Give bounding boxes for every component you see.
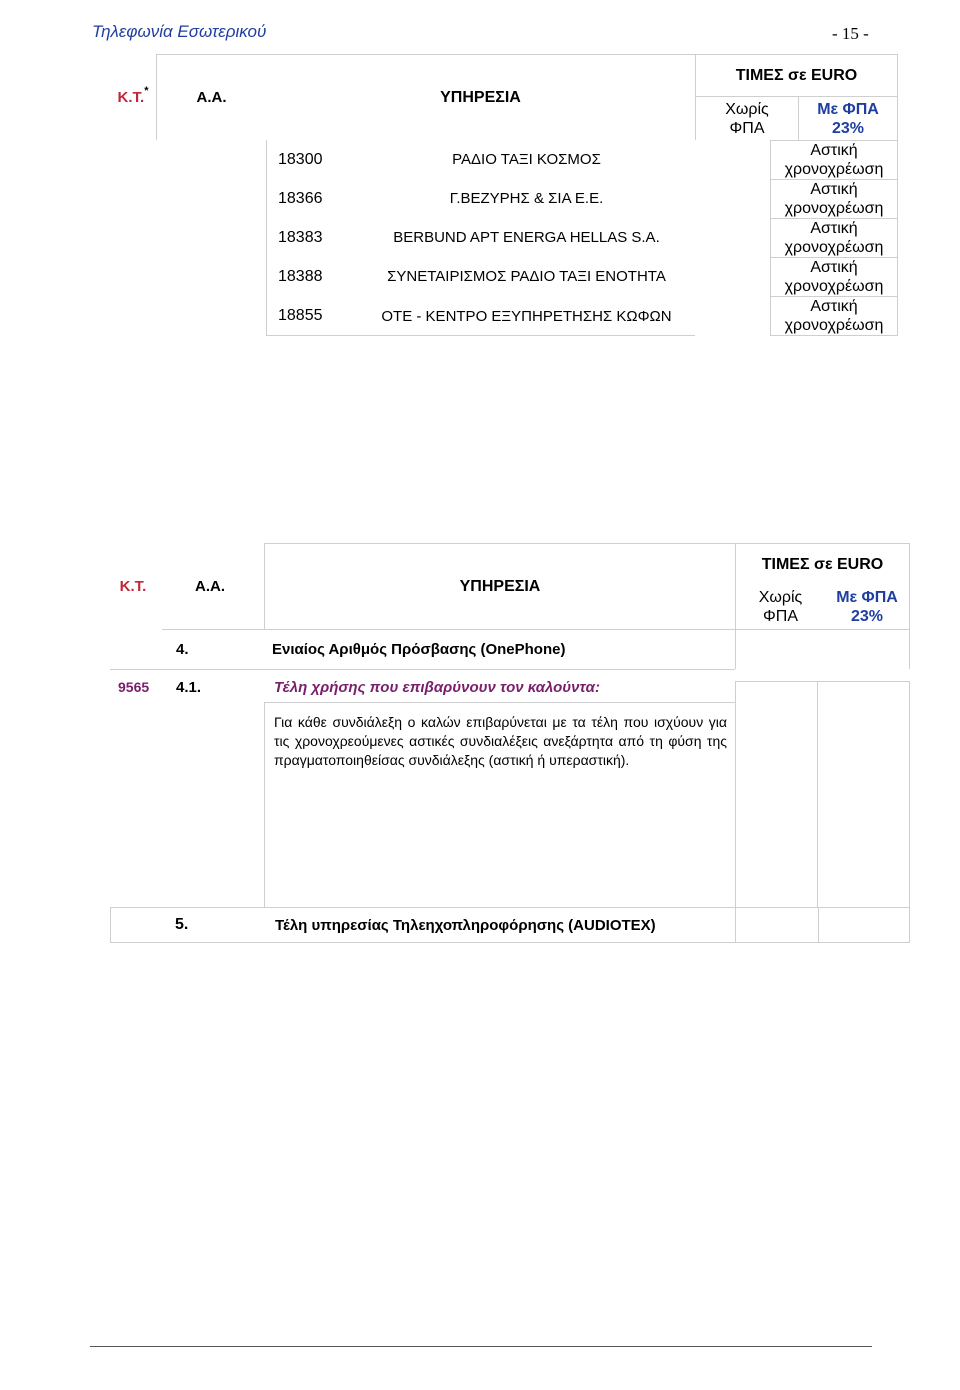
section-5-price-with-vat — [818, 907, 910, 943]
item-title: Τέλη χρήσης που επιβαρύνουν τον καλούντα: — [274, 679, 600, 696]
col-header-with-vat: Με ΦΠΑ 23% — [798, 96, 898, 140]
row4-service: ΣΥΝΕΤΑΙΡΙΣΜΟΣ ΡΑΔΙΟ ΤΑΞΙ ΕΝΟΤΗΤΑ — [387, 268, 666, 285]
section-4-row — [162, 629, 735, 669]
section-4-title: Ενιαίος Αριθμός Πρόσβασης (OnePhone) — [272, 641, 566, 658]
col-header-prices: ΤΙΜΕΣ σε EURO — [695, 54, 898, 96]
col-header-service-2: ΥΠΗΡΕΣΙΑ — [264, 543, 735, 629]
onephone-price-table — [110, 543, 910, 945]
item-code: 9565 — [118, 679, 150, 695]
row2-charge: Αστική χρονοχρέωση — [770, 179, 898, 218]
row2-code: 18366 — [278, 189, 323, 207]
col-header-aa-2: Α.Α. — [195, 577, 225, 595]
section-5-title: Τέλη υπηρεσίας Τηλεηχοπληροφόρησης (AUDIOTEX) — [275, 916, 656, 934]
section-5-price-without-vat — [735, 907, 818, 943]
item-price-with-vat — [818, 681, 910, 907]
section-5-number: 5. — [175, 916, 189, 933]
section-4-number: 4. — [176, 641, 189, 658]
row4-charge: Αστική χρονοχρέωση — [770, 257, 898, 296]
row4-code: 18388 — [278, 267, 323, 285]
row3-code: 18383 — [278, 228, 323, 246]
col-header-service: ΥΠΗΡΕΣΙΑ — [266, 54, 695, 140]
row5-charge: Αστική χρονοχρέωση — [770, 296, 898, 336]
row3-service: BERBUND APT ENERGA HELLAS S.A. — [393, 229, 660, 246]
row5-code: 18855 — [278, 307, 323, 324]
item-price-without-vat — [735, 681, 818, 907]
col-header-without-vat-2: Χωρίς ΦΠΑ — [735, 585, 825, 629]
col-header-kt-2: Κ.Τ. — [119, 577, 147, 595]
col-header-aa: Α.Α. — [156, 54, 266, 140]
col-header-without-vat: Χωρίς ΦΠΑ — [695, 96, 798, 140]
row2-service: Γ.ΒΕΖΥΡΗΣ & ΣΙΑ Ε.Ε. — [449, 190, 604, 207]
row1-charge: Αστική χρονοχρέωση — [770, 140, 898, 179]
col-header-with-vat-2: Με ΦΠΑ 23% — [825, 585, 910, 629]
section-5-row — [110, 907, 735, 943]
col-header-kt: Κ.Τ. * — [117, 85, 149, 106]
row3-charge: Αστική χρονοχρέωση — [770, 218, 898, 257]
row1-service: ΡΑΔΙΟ ΤΑΞΙ ΚΟΣΜΟΣ — [452, 151, 601, 168]
page-header-title: Τηλεφωνία Εσωτερικού — [92, 22, 267, 41]
section-4-price-cell — [735, 629, 910, 669]
item-description: Για κάθε συνδιάλεξη ο καλών επιβαρύνεται με τα τέλη που ισχύουν για τις χρονοχρεούμενες αστικές συνδιαλέξεις ανεξάρτητα από τη φύση της πραγματοποιηθείσας συνδιάλεξης (αστική ή υπεραστική). — [274, 714, 727, 768]
page-number: - 15 - — [832, 24, 869, 43]
footer-divider — [90, 1346, 872, 1347]
col-header-prices-2: ΤΙΜΕΣ σε EURO — [735, 543, 910, 585]
item-number: 4.1. — [176, 679, 202, 696]
row5-service: ΟΤΕ - ΚΕΝΤΡΟ ΕΞΥΠΗΡΕΤΗΣΗΣ ΚΩΦΩΝ — [381, 307, 672, 325]
row1-code: 18300 — [278, 150, 323, 168]
row-divider — [110, 669, 735, 670]
services-price-table — [110, 54, 898, 336]
item-service-frame — [264, 702, 735, 907]
